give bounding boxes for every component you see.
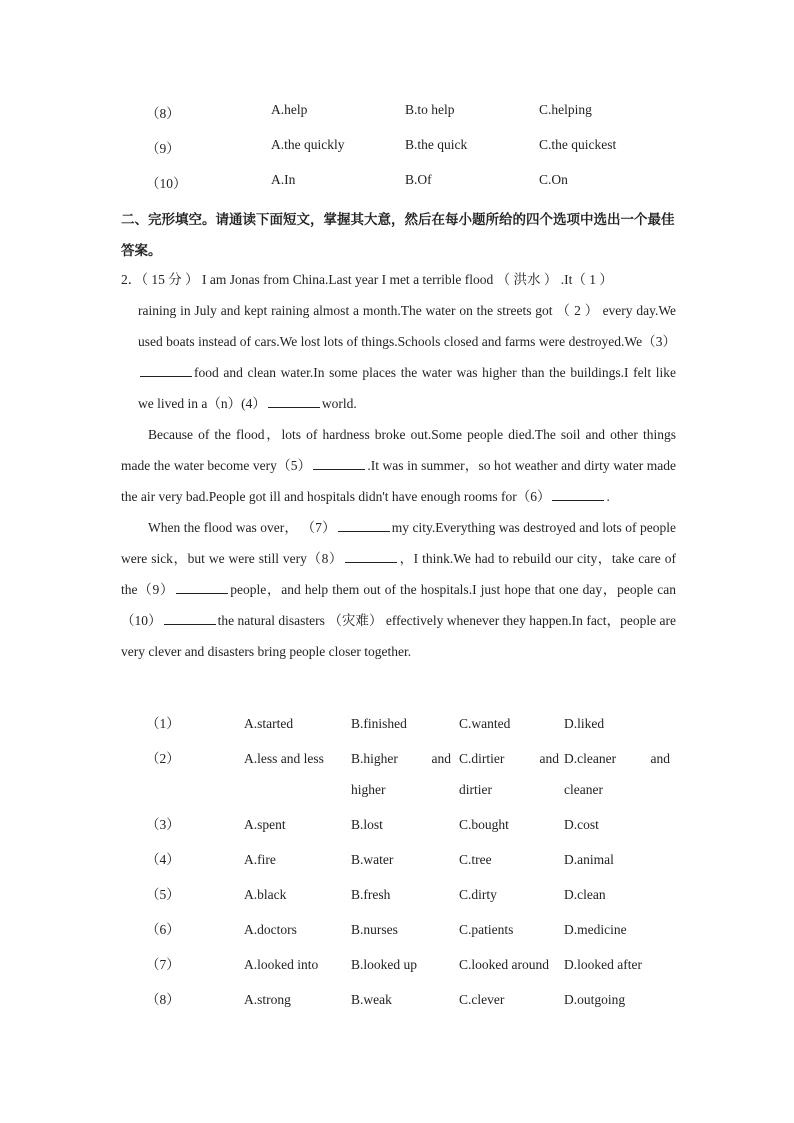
option-d: D.cost: [564, 817, 599, 832]
passage-text: food and clean water.In some places the water was higher than the: [194, 365, 566, 380]
passage-text: .: [606, 489, 610, 504]
option-a: A.help: [271, 102, 308, 117]
option-row: [146, 949, 681, 984]
option-a: A.fire: [244, 852, 276, 867]
blank-5: [313, 456, 365, 470]
option-c: C.the quickest: [539, 137, 617, 152]
option-d: D.looked after: [564, 957, 642, 972]
option-number: （4）: [146, 852, 180, 867]
option-b: B.looked up: [351, 957, 417, 972]
passage-text: the natural disasters （灾难） effectively whenever they happen.In fact，people are very clever and disasters bring people closer together.: [121, 613, 677, 659]
option-number: （2）: [146, 751, 180, 766]
option-c: C.wanted: [459, 716, 511, 731]
option-number: （9）: [146, 141, 180, 156]
option-a: A.strong: [244, 992, 291, 1007]
option-number: （10）: [146, 176, 187, 191]
option-c: C.tree: [459, 852, 492, 867]
options-table: [146, 708, 681, 1019]
passage-paragraph-3: [121, 512, 676, 667]
blank-7: [338, 518, 390, 532]
option-c: C.On: [539, 172, 568, 187]
option-d: D.cleaner and cleaner: [564, 751, 670, 797]
section-heading: 二、完形填空。请通读下面短文，掌握其大意，然后在每小题所给的四个选项中选出一个最佳答案。: [121, 212, 675, 259]
option-c: C.bought: [459, 817, 509, 832]
option-row: [146, 809, 681, 844]
question-header: 2．（ 15 分 ） I am Jonas from China.Last year I met a terrible flood （ 洪水 ） .It（ 1 ）: [121, 272, 613, 287]
option-d: D.clean: [564, 887, 606, 902]
option-d: D.outgoing: [564, 992, 626, 1007]
option-b: B.weak: [351, 992, 392, 1007]
option-b: B.lost: [351, 817, 383, 832]
option-d: D.medicine: [564, 922, 627, 937]
option-c: C.clever: [459, 992, 505, 1007]
passage-text: raining in July and kept raining almost a month.The water on the streets got （ 2 ）: [138, 303, 599, 318]
option-number: （7）: [146, 957, 180, 972]
passage-text: buildings.I felt like we lived in a（n）(4）: [138, 365, 676, 411]
option-c: C.dirty: [459, 887, 497, 902]
option-b: B.nurses: [351, 922, 398, 937]
option-b: B.to help: [405, 102, 455, 117]
passage-text: ，I think.We had to rebuild our city，take care of the（9）: [121, 551, 676, 597]
option-row: [146, 914, 681, 949]
option-number: （8）: [146, 992, 180, 1007]
option-number: （1）: [146, 716, 180, 731]
option-d: D.animal: [564, 852, 614, 867]
blank-4: [268, 394, 320, 408]
option-b: B.Of: [405, 172, 432, 187]
option-a: A.the quickly: [271, 137, 345, 152]
option-d: D.liked: [564, 716, 605, 731]
option-row: [146, 984, 681, 1019]
option-row: [146, 879, 681, 914]
option-a: A.less and less: [244, 751, 324, 766]
option-c: C.patients: [459, 922, 514, 937]
option-b: B.water: [351, 852, 394, 867]
passage-text: destroyed.We（3）: [568, 334, 677, 349]
option-row: [146, 743, 681, 809]
passage-text: people，and help them out of the hospitals.I just hope that one day，people can（10）: [121, 582, 676, 628]
prev-options-table: [146, 102, 706, 207]
option-c: C.dirtier and dirtier: [459, 751, 559, 797]
blank-10: [164, 611, 216, 625]
passage-paragraph-1: [121, 295, 676, 419]
option-a: A.started: [244, 716, 294, 731]
option-b: B.higher and higher: [351, 751, 451, 797]
option-a: A.spent: [244, 817, 286, 832]
prev-option-row: [146, 102, 706, 137]
blank-9: [176, 580, 228, 594]
passage-text: Because of the flood，lots of hardness broke out.Some people died.The soil and other things made the water become very（5）: [121, 427, 676, 473]
passage-text: world.: [321, 396, 357, 411]
passage-text: every day.We used boats instead of cars.We lost lots of things.Schools closed and farms were: [138, 303, 677, 349]
question-passage: [121, 264, 676, 667]
passage-text: .It was in summer，so hot weather and dirty water made the air very bad.People got ill and hospitals didn't have enough rooms for（6）: [121, 458, 676, 504]
blank-8: [345, 549, 397, 563]
option-b: B.finished: [351, 716, 407, 731]
option-number: （8）: [146, 106, 180, 121]
option-b: B.the quick: [405, 137, 468, 152]
option-b: B.fresh: [351, 887, 391, 902]
option-a: A.In: [271, 172, 296, 187]
passage-text: When the flood was over， （7）: [148, 520, 336, 535]
option-a: A.black: [244, 887, 287, 902]
passage-text: my city.Everything was destroyed and lots of people were sick，but we were still very（8）: [121, 520, 676, 566]
prev-option-row: [146, 172, 706, 207]
prev-option-row: [146, 137, 706, 172]
option-number: （5）: [146, 887, 180, 902]
option-row: [146, 708, 681, 743]
blank-6: [552, 487, 604, 501]
option-c: C.helping: [539, 102, 592, 117]
option-c: C.looked around: [459, 957, 549, 972]
option-number: （6）: [146, 922, 180, 937]
blank-3: [140, 363, 192, 377]
option-row: [146, 844, 681, 879]
passage-paragraph-2: [121, 419, 676, 512]
option-number: （3）: [146, 817, 180, 832]
option-a: A.looked into: [244, 957, 319, 972]
option-a: A.doctors: [244, 922, 297, 937]
